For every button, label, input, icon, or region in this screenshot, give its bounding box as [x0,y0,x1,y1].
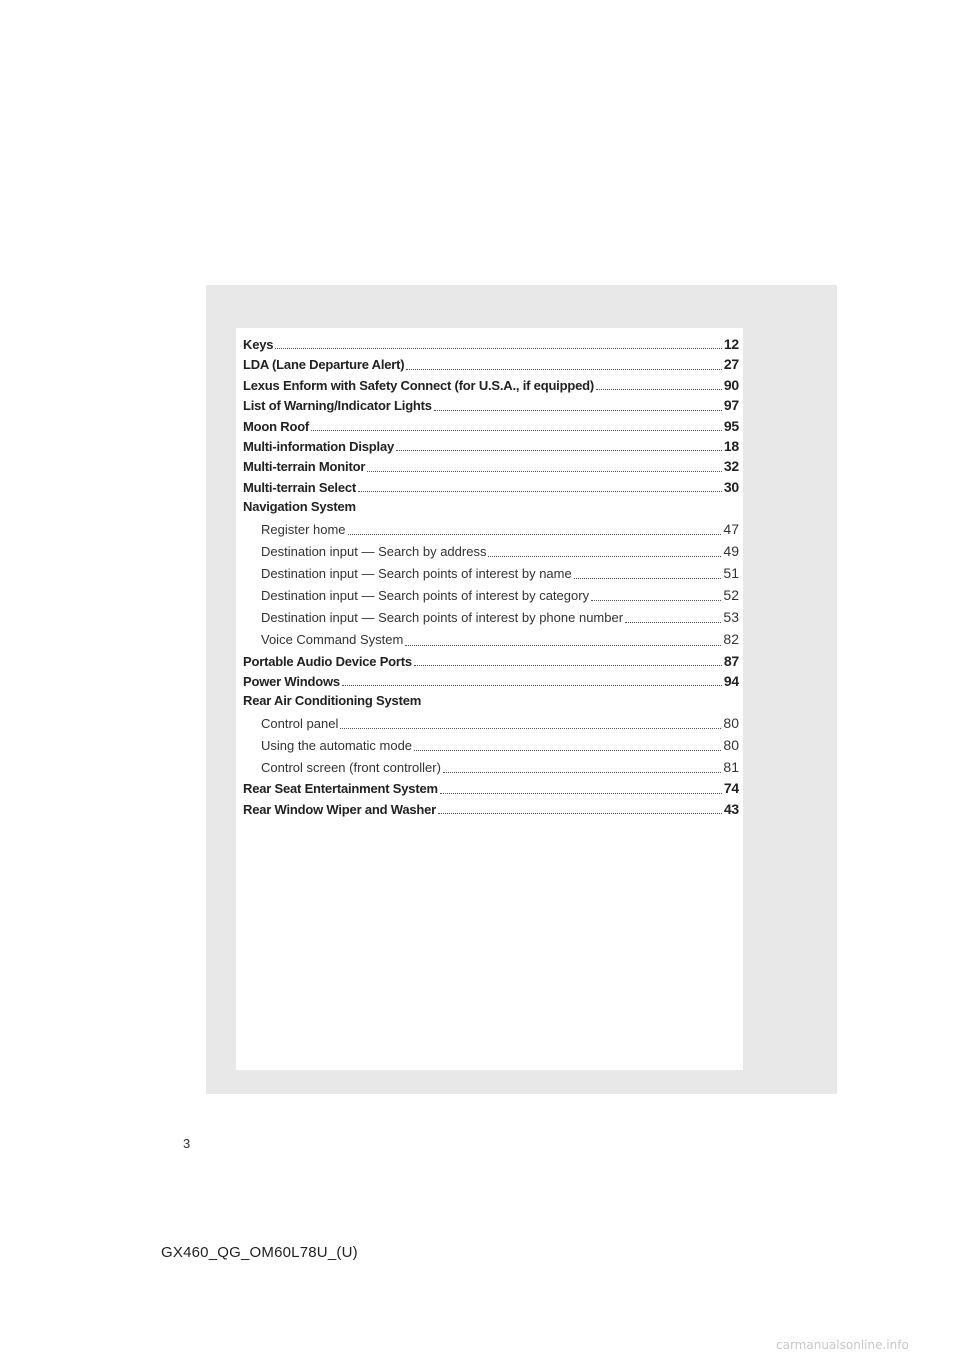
index-entry-page: 47 [723,520,739,537]
index-entry-title: Multi-terrain Monitor [243,459,366,475]
index-entry-title: Lexus Enform with Safety Connect (for U.S.A., if equipped) [243,377,594,393]
index-entry-page: 51 [723,564,739,581]
dot-leader [396,450,722,451]
index-entry-title: Register home [261,521,346,537]
index-entry-page: 82 [723,631,739,648]
index-entry-page: 52 [723,587,739,604]
index-entry-page: 30 [723,478,739,495]
index-entry-page: 95 [723,417,739,434]
index-entry [243,651,739,671]
dot-leader [311,430,722,431]
page-number: 3 [183,1136,191,1151]
index-entry-title: Power Windows [243,674,340,690]
index-entry [243,477,739,497]
index-entry-page: 18 [723,437,739,454]
index-entry-title: Control screen (front controller) [261,760,441,776]
dot-leader [405,645,721,646]
dot-leader [488,556,721,557]
index-entry-page: 32 [723,458,739,475]
index-entry [243,354,739,374]
index-entry-title: Destination input — Search points of interest by name [261,565,572,581]
index-entry-title: Destination input — Search by address [261,543,487,559]
index-entry [243,584,739,606]
index-entry-title: LDA (Lane Departure Alert) [243,357,405,373]
index-entry [243,671,739,691]
dot-leader [414,665,722,666]
index-entry-title: Multi-information Display [243,438,395,454]
index-entry-title: Voice Command System [261,632,404,648]
index-entry [243,518,739,540]
dot-leader [440,793,722,794]
index-entry-page: 81 [723,759,739,776]
index-entry [243,799,739,819]
dot-leader [443,772,722,773]
index-entry-page: 94 [723,673,739,690]
dot-leader [348,534,722,535]
index-entry [243,606,739,628]
dot-leader [340,728,721,729]
index-entry-title: Portable Audio Device Ports [243,653,412,669]
index-entry [243,334,739,354]
index-entry-page: 43 [723,800,739,817]
dot-leader [358,491,722,492]
index-entry-page: 74 [723,780,739,797]
dot-leader [591,600,721,601]
index-entry [243,734,739,756]
index-entry [243,416,739,436]
index-entry-title: Destination input — Search points of interest by phone number [261,610,624,626]
index-entry-title: Keys [243,337,274,352]
dot-leader [434,410,722,411]
dot-leader [438,813,722,814]
index-entry [243,778,739,798]
index-entry-title: Navigation System [243,499,356,515]
index-list [243,334,739,819]
dot-leader [406,369,721,370]
index-entry-title: Rear Window Wiper and Washer [243,801,437,817]
index-entry-page: 53 [723,609,739,626]
index-entry-title: Rear Seat Entertainment System [243,781,438,797]
index-entry [243,395,739,415]
index-entry-title: Using the automatic mode [261,738,413,753]
index-entry-page: 87 [723,652,739,669]
dot-leader [596,389,722,390]
index-entry-title: List of Warning/Indicator Lights [243,398,432,414]
dot-leader [625,622,721,623]
dot-leader [414,750,721,751]
index-entry-title: Rear Air Conditioning System [243,693,422,709]
index-entry [243,691,739,711]
index-entry-page: 90 [723,376,739,393]
dot-leader [367,471,722,472]
index-entry-title: Control panel [261,715,339,731]
index-entry [243,456,739,476]
document-code: GX460_QG_OM60L78U_(U) [161,1244,358,1261]
index-entry [243,712,739,734]
index-entry-page: 49 [723,542,739,559]
index-entry-page: 80 [723,714,739,731]
index-entry-title: Multi-terrain Select [243,479,357,495]
index-entry [243,628,739,650]
index-entry [243,562,739,584]
dot-leader [574,578,722,579]
index-entry [243,375,739,395]
index-entry-page: 97 [723,397,739,414]
index-entry-page: 27 [723,356,739,373]
index-entry-page: 12 [723,336,739,352]
index-entry [243,436,739,456]
index-entry-title: Moon Roof [243,418,310,434]
index-entry [243,497,739,517]
index-entry [243,540,739,562]
index-entry [243,756,739,778]
index-entry-page: 80 [723,737,739,753]
index-entry-title: Destination input — Search points of interest by category [261,588,590,604]
dot-leader [275,348,722,349]
dot-leader [342,685,722,686]
watermark: carmanualsonline.info [776,1338,909,1352]
